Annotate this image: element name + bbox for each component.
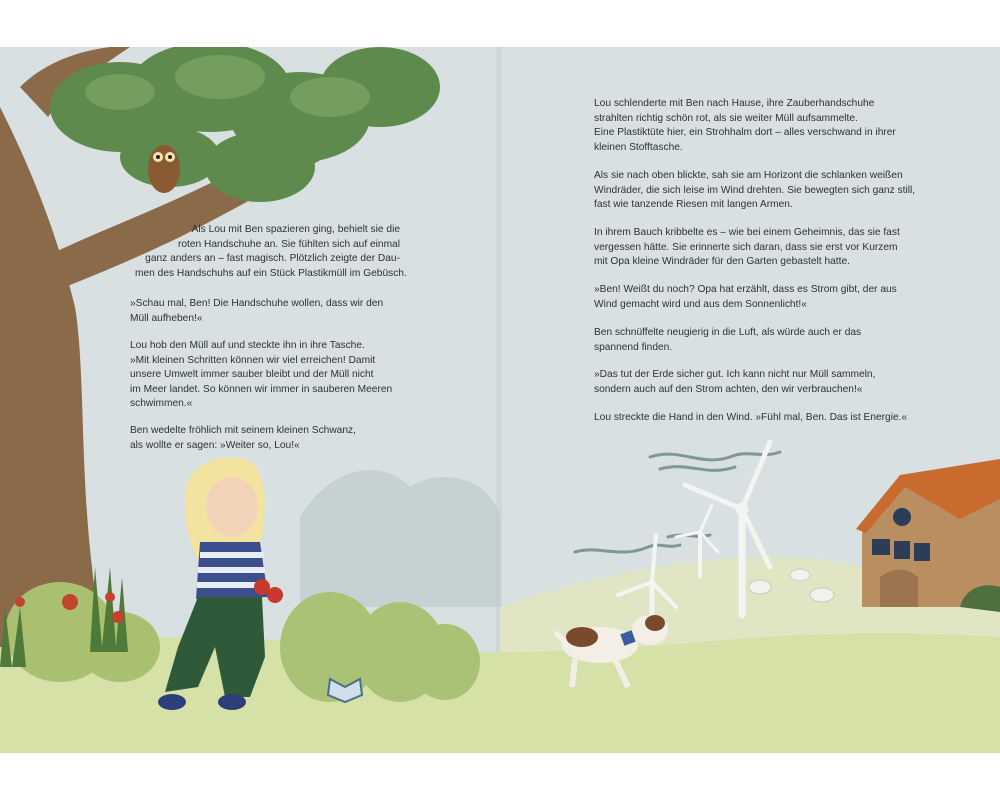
text-line: Lou schlenderte mit Ben nach Hause, ihre Zauberhandschuhe xyxy=(594,98,875,109)
text-line: Windräder, die sich leise im Wind drehten. Sie bewegten sich ganz still, xyxy=(594,184,916,196)
text-line: ganz anders an – fast magisch. Plötzlich zeigte der Dau- xyxy=(145,253,400,265)
glove-right xyxy=(267,587,283,603)
text-line: »Ben! Weißt du noch? Opa hat erzählt, dass es Strom gibt, der aus xyxy=(594,284,897,295)
left-paragraph-4 xyxy=(130,424,356,453)
text-line: Müll aufheben!« xyxy=(130,312,203,324)
text-line: Als sie nach oben blickte, sah sie am Horizont die schlanken weißen xyxy=(594,170,903,181)
text-line: strahlten richtig schön rot, als sie weiter Müll aufsammelte. xyxy=(594,112,858,124)
text-line: men des Handschuhs auf ein Stück Plastikmüll im Gebüsch. xyxy=(135,267,407,279)
text-line: Lou streckte die Hand in den Wind. »Fühl mal, Ben. Das ist Energie.« xyxy=(594,412,908,423)
text-line: im Meer landet. So können wir immer in sauberen Meeren xyxy=(130,383,393,395)
text-line: fast wie tanzende Riesen mit langen Armen. xyxy=(594,199,793,211)
right-paragraph-6 xyxy=(594,368,875,397)
text-line: Lou hob den Müll auf und steckte ihn in ihre Tasche. xyxy=(130,340,365,351)
background-foliage xyxy=(300,470,500,607)
text-line: »Das tut der Erde sicher gut. Ich kann nicht nur Müll sammeln, xyxy=(594,369,876,380)
right-paragraph-4 xyxy=(594,283,897,312)
left-paragraph-1 xyxy=(135,223,407,281)
left-paragraph-2 xyxy=(130,297,383,326)
text-line: sondern auch auf den Strom achten, den wir verbrauchen!« xyxy=(594,383,863,395)
text-line: kleinen Stofftasche. xyxy=(594,141,683,153)
text-line: Ben schnüffelte neugierig in die Luft, als würde auch er das xyxy=(594,327,862,338)
text-line: mit Opa kleine Windräder für den Garten gebastelt hatte. xyxy=(594,256,850,268)
right-paragraph-5 xyxy=(594,326,861,355)
text-line: unsere Umwelt immer sauber bleibt und der Müll nicht xyxy=(130,369,374,381)
owl xyxy=(148,145,180,193)
text-line: als wollte er sagen: »Weiter so, Lou!« xyxy=(130,439,300,451)
text-line: Eine Plastiktüte hier, ein Strohhalm dort – alles verschwand in ihrer xyxy=(594,127,896,139)
picture-book-spread xyxy=(0,47,1000,753)
text-line: Ben wedelte fröhlich mit seinem kleinen Schwanz, xyxy=(130,425,356,436)
text-line: Wind gemacht wird und aus dem Sonnenlicht!« xyxy=(594,298,807,310)
right-paragraph-2 xyxy=(594,169,915,213)
right-paragraph-1 xyxy=(594,97,896,155)
text-line: schwimmen.« xyxy=(130,398,193,410)
text-line: vergessen hätte. Sie erinnerte sich daran, dass sie erst vor Kurzem xyxy=(594,241,898,253)
text-line: Als Lou mit Ben spazieren ging, behielt sie die xyxy=(191,224,400,235)
text-line: »Schau mal, Ben! Die Handschuhe wollen, dass wir den xyxy=(130,298,384,309)
left-paragraph-3 xyxy=(130,339,392,412)
text-line: spannend finden. xyxy=(594,341,673,353)
right-paragraph-3 xyxy=(594,226,900,270)
text-line: roten Handschuhe an. Sie fühlten sich auf einmal xyxy=(177,238,400,250)
right-paragraph-7 xyxy=(594,411,907,426)
face xyxy=(206,477,258,537)
text-line: In ihrem Bauch kribbelte es – wie bei einem Geheimnis, das sie fast xyxy=(594,227,900,238)
text-line: »Mit kleinen Schritten können wir viel erreichen! Damit xyxy=(130,354,376,366)
